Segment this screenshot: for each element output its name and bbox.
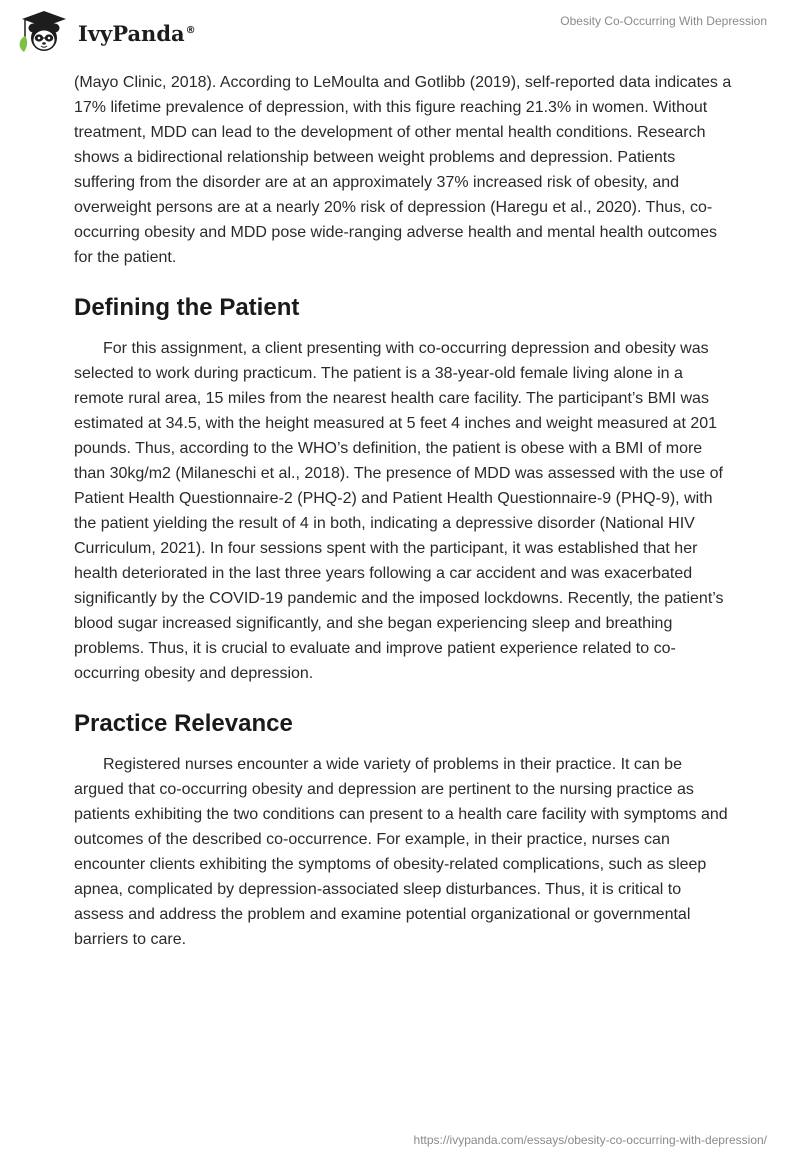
brand-name: IvyPanda®: [78, 20, 196, 46]
heading-defining-the-patient: Defining the Patient: [74, 294, 300, 321]
paragraph-practice-relevance: Registered nurses encounter a wide variety of problems in their practice. It can be argued that co-occurring obesity and depression are pertinent to the nursing practice as patients exhibiting the two conditions can present to a health care facility with symptoms and outcomes of the described co-occurrence. For example, in their practice, nurses can encounter clients exhibiting the symptoms of obesity-related complications, such as sleep apnea, complicated by depression-associated sleep disturbances. Thus, it is critical to assess and address the problem and examine potential organizational or governmental barriers to care.: [74, 756, 728, 948]
ivypanda-logo[interactable]: [14, 8, 204, 56]
essay-content: [74, 70, 734, 952]
page-header: [0, 0, 800, 60]
paragraph-intro-continuation: (Mayo Clinic, 2018). According to LeMoulta and Gotlibb (2019), self-reported data indicates a 17% lifetime prevalence of depression, with this figure reaching 21.3% in women. Without treatment, MDD can lead to the development of other mental health conditions. Research shows a bidirectional relationship between weight problems and depression. Patients suffering from the disorder are at an approximately 37% increased risk of obesity, and overweight persons are at a nearly 20% risk of depression (Haregu et al., 2020). Thus, co-occurring obesity and MDD pose wide-ranging adverse health and mental health outcomes for the patient.: [74, 74, 732, 266]
heading-practice-relevance: Practice Relevance: [74, 710, 293, 737]
paragraph-defining-the-patient: For this assignment, a client presenting with co-occurring depression and obesity was selected to work during practicum. The patient is a 38-year-old female living alone in a remote rural area, 15 miles from the nearest health care facility. The participant’s BMI was estimated at 34.5, with the height measured at 5 feet 4 inches and weight measured at 201 pounds. Thus, according to the WHO’s definition, the patient is obese with a BMI of more than 30kg/m2 (Milaneschi et al., 2018). The presence of MDD was assessed with the use of Patient Health Questionnaire-2 (PHQ-2) and Patient Health Questionnaire-9 (PHQ-9), with the patient yielding the result of 4 in both, indicating a depressive disorder (National HIV Curriculum, 2021). In four sessions spent with the participant, it was established that her health deteriorated in the last three years following a car accident and was exacerbated significantly by the COVID-19 pandemic and the imposed lockdowns. Recently, the patient’s blood sugar increased significantly, and she began experiencing sleep and breathing problems. Thus, it is crucial to evaluate and improve patient experience related to co-occurring obesity and depression.: [74, 340, 724, 682]
panda-graduation-cap-icon: [14, 8, 74, 56]
registered-mark: ®: [185, 24, 196, 36]
document-title: Obesity Co-Occurring With Depression: [560, 14, 767, 28]
footer-source-url[interactable]: https://ivypanda.com/essays/obesity-co-occurring-with-depression/: [413, 1133, 767, 1147]
